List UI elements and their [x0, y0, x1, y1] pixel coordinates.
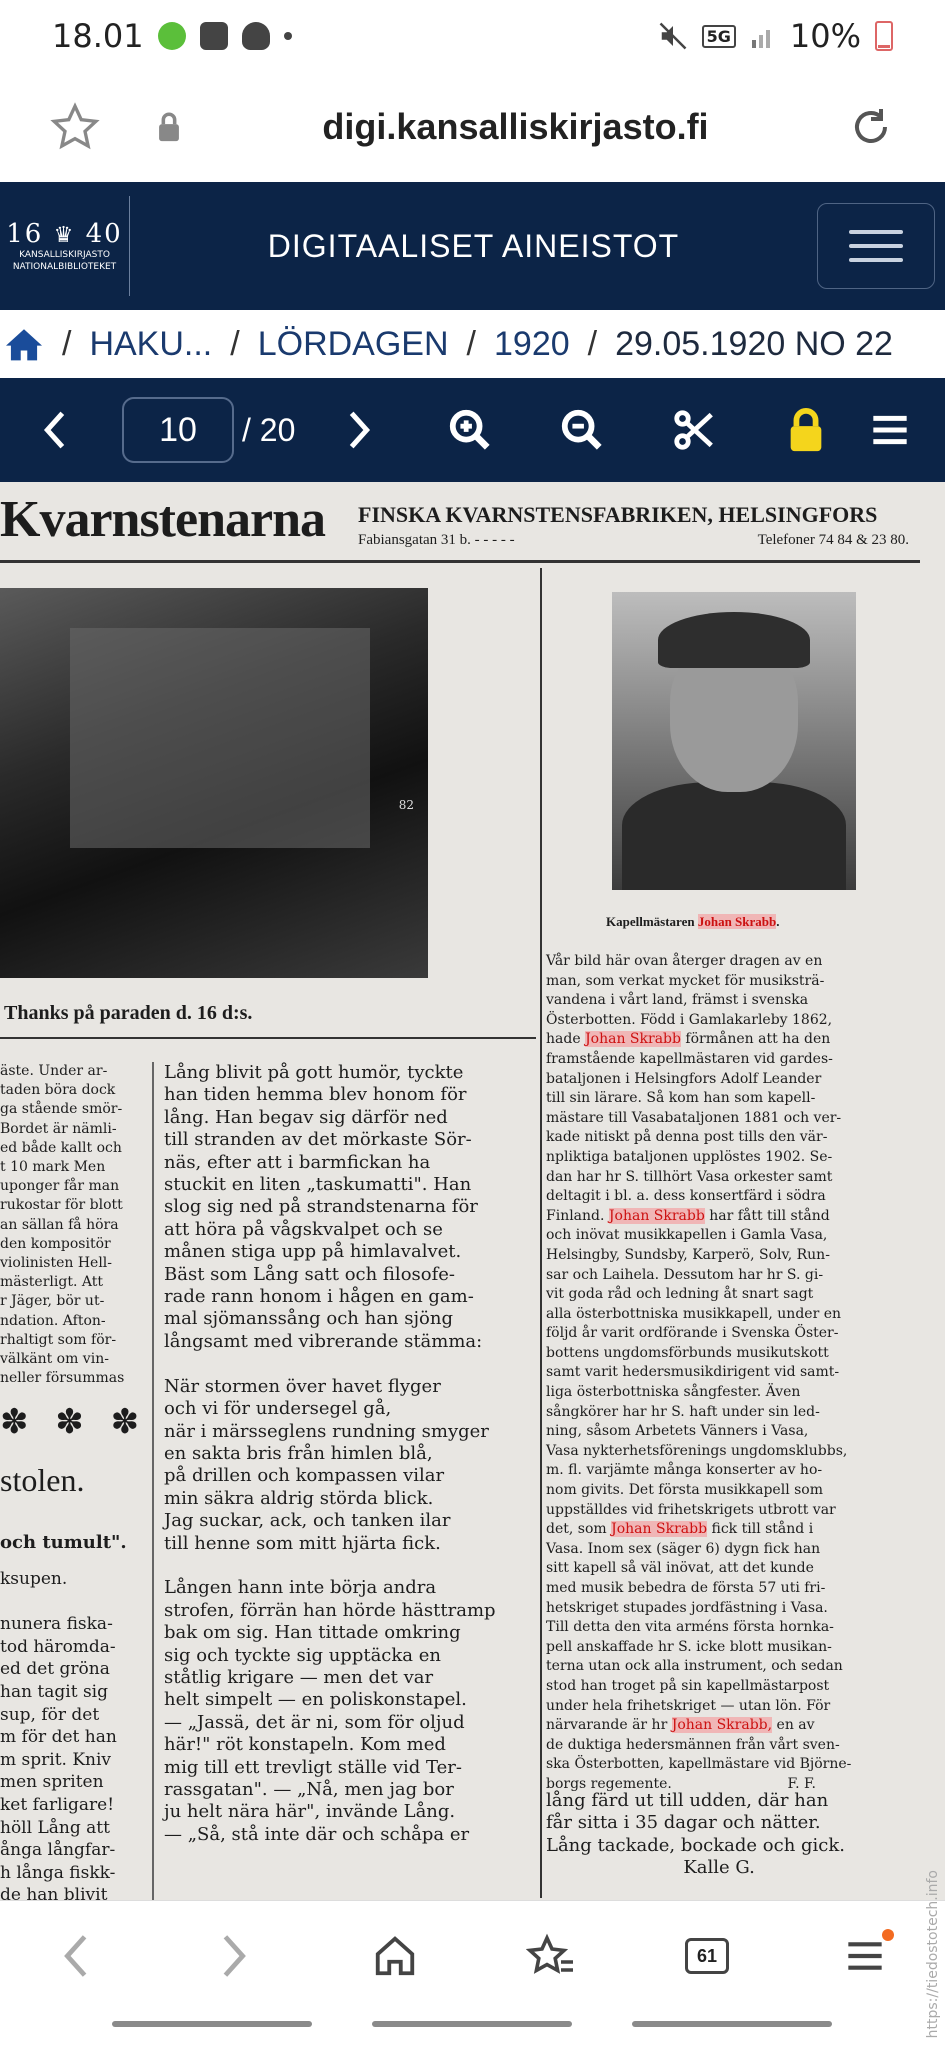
text-line: Jag suckar, ack, och tanken ilar	[164, 1510, 451, 1532]
column-middle	[164, 1062, 536, 1846]
text-line: lång färd ut till udden, där han	[546, 1790, 829, 1811]
text-line: an sällan få höra	[0, 1216, 119, 1233]
text-line: nunera fiska-	[0, 1614, 113, 1635]
text-line	[546, 952, 916, 972]
text-line: ånga långfar-	[0, 1840, 116, 1861]
text-line	[164, 1555, 536, 1577]
ad-address-text: Fabiansgatan 31 b.	[358, 532, 471, 548]
tabs-button[interactable]	[672, 1921, 742, 1991]
text-line: ket farligare!	[0, 1794, 115, 1815]
back-arrow-icon	[60, 1933, 90, 1979]
text-run: Vasa. Inom sex (säger 6) dygn fick han	[546, 1540, 821, 1557]
text-line: han tagit sig	[0, 1681, 109, 1702]
text-line: Bordet är nämli-	[0, 1120, 117, 1137]
breadcrumb-title[interactable]: LÖRDAGEN	[257, 324, 449, 363]
back-button[interactable]	[40, 1921, 110, 1991]
ad-phones: Telefoner 74 84 & 23 80.	[757, 532, 909, 548]
text-run: npliktiga bataljonen upplöstes 1902. Se-	[546, 1148, 833, 1165]
text-run: ska Österbotten, kapellmästare vid Björne-	[546, 1756, 852, 1773]
text-run: kade nitiskt på denna post tills den vär-	[546, 1129, 828, 1146]
text-line: och vi för undersegel gå,	[164, 1398, 392, 1420]
status-time: 18.01	[52, 17, 144, 55]
column-left-lower	[0, 1568, 146, 1900]
divider	[152, 1062, 154, 1900]
text-line	[546, 1226, 916, 1246]
text-line: stuckit en liten „taskumatti". Han	[164, 1174, 472, 1196]
network-type: 5G	[702, 25, 736, 48]
prev-page-button[interactable]	[24, 400, 84, 460]
site-title: DIGITAALISET AINEISTOT	[267, 227, 680, 264]
text-line: mal sjömanssång och han sjöng	[164, 1308, 454, 1330]
ad-firm: FINSKA KVARNSTENSFABRIKEN, HELSINGFORS	[358, 502, 878, 527]
search-highlight: Johan Skrabb	[585, 1031, 681, 1048]
text-line: r Jäger, bör ut-	[0, 1293, 105, 1310]
text-line	[546, 1207, 916, 1227]
text-run: Österbotten. Född i Gamlakarleby 1862,	[546, 1011, 833, 1028]
portrait-photo	[612, 592, 856, 890]
text-line: — „Jassä, det är ni, som för oljud	[164, 1711, 465, 1733]
bookmarks-button[interactable]	[516, 1921, 586, 1991]
text-line	[546, 1559, 916, 1579]
text-line: sup, för det	[0, 1704, 100, 1725]
zoom-in-icon	[447, 407, 493, 453]
text-run: uppställdes vid frihetskrigets utbrott var	[546, 1501, 836, 1518]
logo-year	[6, 219, 122, 249]
text-line	[546, 1324, 916, 1344]
breadcrumb-separator: /	[62, 324, 72, 363]
signal-icon	[750, 22, 776, 50]
text-line	[546, 1520, 916, 1540]
logo-year-right: 40	[85, 219, 123, 249]
text-line	[546, 1148, 916, 1168]
text-line	[546, 1363, 916, 1383]
text-line	[546, 1305, 916, 1325]
text-line: äste. Under ar-	[0, 1063, 108, 1079]
text-line: mästerligt. Att	[0, 1274, 103, 1291]
text-line: Lång tackade, bockade och gick.	[546, 1834, 846, 1856]
access-lock-button[interactable]	[776, 400, 836, 460]
zoom-out-icon	[559, 407, 605, 453]
snapchat-notification-icon	[242, 22, 270, 50]
text-line: mig till ett trevligt ställe vid Ter-	[164, 1756, 462, 1778]
text-line: näs, efter att i barmfickan ha	[164, 1151, 431, 1173]
text-line: på drillen och kompassen vilar	[164, 1465, 445, 1487]
text-line	[546, 1168, 916, 1188]
text-line	[546, 1285, 916, 1305]
star-list-icon	[526, 1932, 576, 1980]
ad-headline: Kvarnstenarna	[0, 491, 325, 548]
text-line: ed både kallt och	[0, 1139, 122, 1156]
text-run: nom givits. Det första musikkapell som	[546, 1482, 824, 1499]
library-logo[interactable]	[0, 196, 130, 296]
text-line: rade rann honom i hågen en gam-	[164, 1286, 474, 1308]
text-line	[546, 1638, 916, 1658]
text-line	[546, 1657, 916, 1677]
text-line: men spriten	[0, 1772, 104, 1793]
text-line: Kalle G.	[546, 1857, 755, 1879]
text-run: har fått till stånd	[704, 1207, 830, 1224]
hamburger-bar	[849, 244, 903, 248]
text-line: t 10 mark Men	[0, 1159, 106, 1176]
text-line: m för det han	[0, 1727, 117, 1748]
gallery-notification-icon	[200, 22, 228, 50]
chevron-left-icon	[39, 410, 69, 450]
text-run: till sin lärare. Så kom han som kapell-	[546, 1090, 816, 1107]
text-line: månen stiga upp på himlavalvet.	[164, 1241, 462, 1263]
text-line: ju helt nära här", invände Lång.	[164, 1801, 456, 1823]
breadcrumb-separator: /	[466, 324, 476, 363]
search-highlight: Johan Skrabb	[611, 1521, 708, 1538]
menu-lines-icon	[845, 1939, 885, 1973]
breadcrumb-issue: 29.05.1920 NO 22	[615, 324, 893, 363]
viewer-menu-button[interactable]	[860, 400, 920, 460]
parade-photo	[0, 588, 428, 978]
text-line: ståtlig krigare — men det var	[164, 1666, 434, 1688]
text-line	[546, 1461, 916, 1481]
text-line	[546, 1403, 916, 1423]
battery-icon	[875, 21, 893, 51]
text-line: neller försummas	[0, 1370, 125, 1387]
caption-prefix: Kapellmästaren	[606, 914, 698, 929]
text-line: han tiden hemma blev honom för	[164, 1084, 467, 1106]
forward-arrow-icon	[220, 1933, 250, 1979]
tabs-count: 61	[685, 1938, 729, 1974]
text-run: hetskriget stupades jordfästning i Vasa.	[546, 1599, 828, 1616]
hamburger-bar	[849, 230, 903, 234]
text-line	[546, 1109, 916, 1129]
text-line	[546, 1050, 916, 1070]
home-outline-icon	[371, 1933, 419, 1979]
text-line: ndation. Afton-	[0, 1312, 106, 1329]
browser-bottom-nav	[0, 1900, 945, 2048]
text-line: ed det gröna	[0, 1659, 110, 1680]
text-line	[546, 1618, 916, 1638]
text-run: sångkörer har hr S. haft under sin led-	[546, 1403, 820, 1420]
ornament: ✽ ✽ ✽	[0, 1402, 148, 1442]
text-line: rukostar för blott	[0, 1197, 123, 1214]
text-run: man, som verkat mycket för musiksträ-	[546, 972, 825, 989]
text-line: ga stående smör-	[0, 1101, 123, 1118]
app-notification-icon	[158, 22, 186, 50]
text-run: framstående kapellmästaren vid gardes-	[546, 1050, 833, 1067]
text-run: bataljonen i Helsingfors Adolf Leander	[546, 1070, 822, 1087]
gesture-bar	[632, 2021, 832, 2027]
text-line	[546, 1089, 916, 1109]
column-left	[0, 1062, 146, 1388]
text-line	[546, 1266, 916, 1286]
subheading: och tumult".	[0, 1532, 127, 1553]
divider	[0, 1037, 536, 1039]
home-button[interactable]	[360, 1921, 430, 1991]
text-line	[546, 1697, 916, 1717]
text-line: höll Lång att	[0, 1817, 110, 1838]
notification-dot	[882, 1929, 894, 1941]
text-line: de han blivit	[0, 1885, 108, 1900]
portrait-caption	[606, 914, 780, 930]
text-line	[546, 1422, 916, 1442]
forward-button[interactable]	[200, 1921, 270, 1991]
crown-icon: ♛	[53, 223, 76, 248]
text-line: bak om sig. Han tittade omkring	[164, 1622, 461, 1644]
text-run: med musik bebedra de första 57 uti fri-	[546, 1580, 826, 1596]
text-line: välkänt om vin-	[0, 1351, 109, 1368]
logo-text-fi: KANSALLISKIRJASTO	[19, 250, 110, 260]
text-line	[546, 1246, 916, 1266]
page-number-input[interactable]: 10	[122, 397, 234, 463]
text-run: alla österbottniska musikkapell, under en	[546, 1305, 842, 1322]
text-line	[546, 1011, 916, 1031]
gesture-bar	[372, 2021, 572, 2027]
text-line	[546, 972, 916, 992]
text-line: långsamt med vibrerande stämma:	[164, 1330, 483, 1352]
text-run: Helsingby, Sundsby, Karperö, Solv, Run-	[546, 1246, 830, 1263]
logo-year-left: 16	[6, 219, 44, 249]
watermark: https://tiedostotech.info	[925, 1870, 941, 2039]
browser-url-bar	[0, 72, 945, 182]
text-line: strofen, förrän han hörde hästtramp	[164, 1599, 496, 1621]
chevron-right-icon	[345, 410, 375, 450]
text-run: terna utan ock alla instrument, och sedan	[546, 1658, 843, 1675]
ad-dashes: - - - - -	[474, 532, 515, 548]
zoom-out-button[interactable]	[552, 400, 612, 460]
text-line	[164, 1353, 536, 1375]
home-icon[interactable]	[4, 326, 44, 362]
text-line: att höra på vågskvalpet och se	[164, 1218, 443, 1240]
text-line	[546, 1501, 916, 1521]
text-line	[546, 1030, 916, 1050]
text-run: vit goda råd och ledning åt snart sagt	[546, 1286, 814, 1303]
text-line: helt simpelt — en poliskonstapel.	[164, 1689, 467, 1711]
mute-icon	[658, 21, 688, 51]
page-total: / 20	[242, 411, 296, 448]
text-run: fick till stånd i	[707, 1521, 814, 1538]
text-line: lång. Han begav sig därför ned	[164, 1106, 448, 1128]
text-line	[0, 1591, 146, 1614]
viewer-toolbar	[0, 378, 945, 482]
building-shape	[70, 628, 370, 848]
breadcrumb-year[interactable]: 1920	[494, 324, 570, 363]
text-line	[546, 1481, 916, 1501]
text-line	[546, 1716, 916, 1736]
text-line: rassgatan". — „Nå, men jag bor	[164, 1779, 454, 1800]
text-line	[546, 1344, 916, 1364]
text-run: förmånen att ha den	[680, 1031, 831, 1048]
clip-button[interactable]	[664, 400, 724, 460]
text-run: Vasa nykterhetsförenings ungdomsklubbs,	[546, 1442, 848, 1459]
text-line: När stormen över havet flyger	[164, 1375, 441, 1397]
text-line	[546, 1128, 916, 1148]
text-line: rhaltigt som för-	[0, 1331, 117, 1348]
text-line	[546, 1599, 916, 1619]
text-run: m. fl. varjämte många konserter av ho-	[546, 1462, 823, 1479]
text-run: ning, såsom Arbetets Vänners i Vasa,	[546, 1423, 809, 1440]
breadcrumb-separator: /	[230, 324, 240, 363]
text-line	[546, 1579, 916, 1599]
text-run: mästare till Vasabataljonen 1881 och ver-	[546, 1109, 842, 1126]
text-line	[546, 1540, 916, 1560]
text-line: Lång blivit på gott humör, tyckte	[164, 1062, 464, 1083]
photo-number: 82	[398, 798, 414, 812]
text-run: sitt kapell så väl inövat, att det kunde	[546, 1560, 814, 1577]
divider	[0, 560, 920, 563]
text-run: de duktiga hedersmännen från vårt sven-	[546, 1736, 840, 1753]
site-menu-button[interactable]	[817, 203, 935, 289]
breadcrumb-separator: /	[587, 324, 598, 363]
text-line: uponger får man	[0, 1178, 120, 1195]
text-run: hade	[546, 1031, 586, 1048]
parade-caption: Thanks på paraden d. 16 d:s.	[4, 1002, 253, 1024]
text-run: liga österbottniska sångfester. Även	[546, 1384, 801, 1401]
logo-text-sv: NATIONALBIBLIOTEKET	[12, 262, 117, 272]
text-line: h långa fiskk-	[0, 1862, 116, 1883]
text-run: deltagit i bl. a. dess konsertfärd i södra	[546, 1188, 826, 1205]
text-run: en av	[772, 1717, 815, 1734]
more-notifications-dot-icon	[284, 32, 292, 40]
gesture-bar	[112, 2021, 312, 2027]
divider	[540, 568, 542, 1898]
portrait-cap	[658, 612, 810, 668]
hamburger-icon	[870, 413, 910, 447]
text-line: ksupen.	[0, 1569, 68, 1589]
breadcrumb	[0, 310, 945, 378]
text-line: tod häromda-	[0, 1636, 116, 1657]
text-line: Lången hann inte börja andra	[164, 1577, 437, 1599]
search-highlight: Johan Skrabb	[697, 914, 777, 929]
text-line: — „Så, stå inte där och schåpa er	[164, 1823, 470, 1845]
column-right-lower	[546, 1790, 916, 1880]
text-line	[546, 1755, 916, 1775]
section-heading: stolen.	[0, 1462, 85, 1498]
caption-suffix: .	[776, 914, 780, 929]
text-line: min säkra aldrig störda blick.	[164, 1487, 434, 1509]
text-line: till henne som mitt hjärta fick.	[164, 1532, 441, 1554]
text-run: borgs regemente. F. F.	[546, 1775, 816, 1792]
bookmark-star-icon[interactable]	[50, 102, 100, 152]
text-run: dan har hr S. tillhört Vasa orkester samt	[546, 1168, 833, 1185]
text-line	[546, 1383, 916, 1403]
text-line: violinisten Hell-	[0, 1255, 113, 1272]
text-line	[546, 991, 916, 1011]
text-run: Till detta den vita arméns första hornka-	[546, 1619, 834, 1636]
text-run: under hela frihetskriget — utan lön. För	[546, 1697, 831, 1714]
breadcrumb-search[interactable]: HAKU...	[89, 324, 213, 363]
text-line: till stranden av det mörkaste Sör-	[164, 1129, 472, 1151]
battery-percent: 10%	[789, 17, 861, 55]
next-page-button[interactable]	[330, 400, 390, 460]
text-line	[546, 1677, 916, 1697]
text-line	[546, 1070, 916, 1090]
text-run: stod han troget på sin kapellmästarpost	[546, 1677, 830, 1694]
text-line: sig och tyckte sig upptäcka en	[164, 1644, 441, 1666]
status-bar	[0, 0, 945, 72]
hamburger-bar	[849, 258, 903, 262]
text-line: Bäst som Lång satt och filosofe-	[164, 1263, 455, 1285]
reload-icon[interactable]	[847, 103, 895, 151]
search-highlight: Johan Skrabb,	[671, 1717, 773, 1734]
text-run: pell anskaffade hr S. icke blott musikan-	[546, 1638, 832, 1655]
text-line	[546, 1736, 916, 1756]
lock-icon[interactable]	[154, 110, 184, 144]
browser-menu-button[interactable]	[830, 1921, 900, 1991]
text-line: slog sig ned på strandstenarna för	[164, 1196, 478, 1218]
text-run: närvarande är hr	[546, 1717, 672, 1734]
text-run: det, som	[546, 1521, 612, 1538]
newspaper-page[interactable]	[0, 482, 945, 1900]
text-line: m sprit. Kniv	[0, 1749, 112, 1770]
text-line: en sakta bris från himlen blå,	[164, 1442, 433, 1464]
text-run: samt varit hedersmusikdirigent vid samt-	[546, 1364, 840, 1381]
text-line	[546, 1187, 916, 1207]
text-line: när i märsseglens rundning smyger	[164, 1420, 489, 1442]
text-line: taden böra dock	[0, 1082, 116, 1099]
text-run: och inövat musikkapellen i Gamla Vasa,	[546, 1227, 828, 1244]
search-highlight: Johan Skrabb	[608, 1207, 705, 1224]
lock-yellow-icon	[786, 407, 826, 453]
text-run: följd år varit ordförande i Svenska Öster-	[546, 1325, 839, 1342]
url-text[interactable]: digi.kansalliskirjasto.fi	[322, 106, 709, 147]
text-run: bottens ungdomsförbunds musikutskott	[546, 1344, 829, 1361]
site-header	[0, 182, 945, 310]
text-line: får sitta i 35 dagar och nätter.	[546, 1812, 821, 1834]
scissors-icon	[671, 407, 717, 453]
text-run: Vår bild här ovan återger dragen av en	[546, 953, 823, 969]
zoom-in-button[interactable]	[440, 400, 500, 460]
text-line	[546, 1442, 916, 1462]
text-run: vandena i vårt land, främst i svenska	[546, 992, 809, 1009]
text-run: Finland.	[546, 1207, 609, 1224]
column-right-article	[546, 952, 916, 1795]
ad-address	[358, 532, 515, 549]
text-line: den kompositör	[0, 1235, 111, 1252]
text-run: sar och Laihela. Dessutom har hr S. gi-	[546, 1266, 824, 1283]
text-line: här!" röt konstapeln. Kom med	[164, 1734, 446, 1756]
portrait-body	[622, 782, 846, 890]
